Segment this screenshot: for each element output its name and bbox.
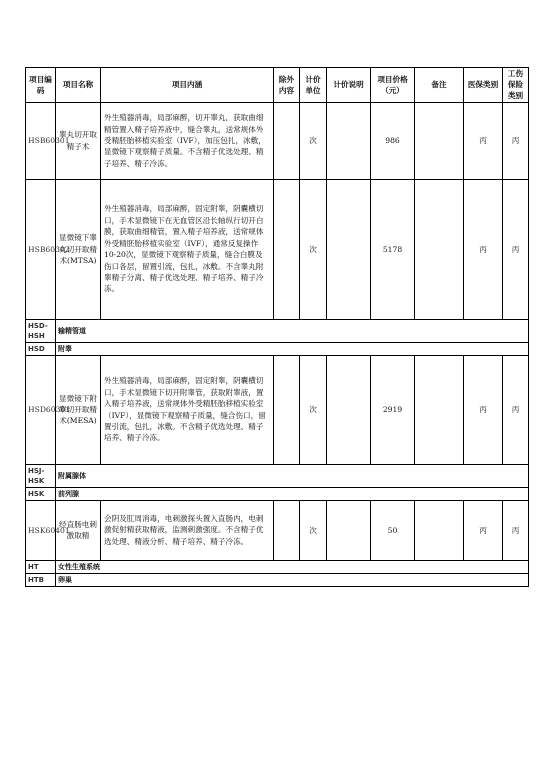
- item-content: 外生殖器消毒，局部麻醉，切开睾丸，获取曲细精管置入精子培养液中，缝合睾丸，送常规体外受精胚胎移植实验室（IVF），加压包扎，冰敷，显微镜下观察精子质量。不含精子优选处理、精子培养、精子冷冻。: [101, 102, 274, 179]
- item-name: 睾丸切开取精子术: [56, 102, 101, 179]
- item-unit: 次: [300, 179, 327, 319]
- item-unit: 次: [300, 355, 327, 464]
- category-code: HSJ-HSK: [26, 464, 56, 487]
- item-injury: 丙: [503, 102, 529, 179]
- item-price: 50: [371, 500, 415, 560]
- pricing-table: [25, 67, 529, 587]
- item-medical: 丙: [464, 355, 503, 464]
- item-pricing-note: [327, 355, 371, 464]
- header-price: 项目价格（元）: [371, 68, 415, 103]
- category-row: [26, 487, 529, 500]
- item-name: 显微镜下睾丸切开取精术(MTSA): [56, 179, 101, 319]
- item-excluded: [274, 500, 300, 560]
- item-injury: 丙: [503, 355, 529, 464]
- item-excluded: [274, 355, 300, 464]
- category-code: HSD: [26, 342, 56, 355]
- header-code: 项目编码: [26, 68, 56, 103]
- category-name: 输精管道: [56, 319, 529, 342]
- item-pricing-note: [327, 179, 371, 319]
- category-code: HSD-HSH: [26, 319, 56, 342]
- item-excluded: [274, 179, 300, 319]
- item-price: 5178: [371, 179, 415, 319]
- category-name: 前列腺: [56, 487, 529, 500]
- item-code: HSD60301: [26, 355, 56, 464]
- item-remark: [415, 500, 464, 560]
- item-remark: [415, 355, 464, 464]
- item-medical: 丙: [464, 179, 503, 319]
- item-name: 经直肠电刺激取精: [56, 500, 101, 560]
- header-content: 项目内涵: [101, 68, 274, 103]
- category-name: 卵巢: [56, 573, 529, 586]
- item-excluded: [274, 102, 300, 179]
- item-remark: [415, 179, 464, 319]
- header-medical: 医保类别: [464, 68, 503, 103]
- category-row: [26, 560, 529, 573]
- table-row: [26, 500, 529, 560]
- item-content: 外生殖器消毒，局部麻醉，固定附睾，阴囊横切口，手术显微镜下在无血管区沿长轴纵行切开白膜，获取曲细精管，置入精子培养液，送常规体外受精胚胎移植实验室（IVF），通常反复操作10-20次，显微镜下观察精子质量，缝合白膜及伤口各层，留置引流，包扎，冰敷。不含睾丸附睾精子分离、精子优选处理、精子培养、精子冷冻。: [101, 179, 274, 319]
- item-medical: 丙: [464, 500, 503, 560]
- item-medical: 丙: [464, 102, 503, 179]
- header-injury: 工伤保险类别: [503, 68, 529, 103]
- table-row: [26, 102, 529, 179]
- category-row: [26, 464, 529, 487]
- header-pricing-note: 计价说明: [327, 68, 371, 103]
- item-price: 2919: [371, 355, 415, 464]
- category-row: [26, 573, 529, 586]
- item-unit: 次: [300, 102, 327, 179]
- category-code: HT: [26, 560, 56, 573]
- item-price: 986: [371, 102, 415, 179]
- category-name: 附睾: [56, 342, 529, 355]
- item-name: 显微镜下附睾切开取精术(MESA): [56, 355, 101, 464]
- item-pricing-note: [327, 500, 371, 560]
- item-unit: 次: [300, 500, 327, 560]
- item-code: HSB60302: [26, 179, 56, 319]
- item-code: HSK60401: [26, 500, 56, 560]
- category-code: HTB: [26, 573, 56, 586]
- header-unit: 计价单位: [300, 68, 327, 103]
- header-name: 项目名称: [56, 68, 101, 103]
- header-excluded: 除外内容: [274, 68, 300, 103]
- category-row: [26, 319, 529, 342]
- category-code: HSK: [26, 487, 56, 500]
- table-row: [26, 355, 529, 464]
- category-row: [26, 342, 529, 355]
- category-name: 附属腺体: [56, 464, 529, 487]
- item-injury: 丙: [503, 179, 529, 319]
- category-name: 女性生殖系统: [56, 560, 529, 573]
- item-remark: [415, 102, 464, 179]
- item-pricing-note: [327, 102, 371, 179]
- item-injury: 丙: [503, 500, 529, 560]
- header-remark: 备注: [415, 68, 464, 103]
- item-content: 会阴及肛周消毒，电刺激探头置入直肠内，电刺激促射精获取精液，监测刺激强度。不含精子优选处理、精液分析、精子培养、精子冷冻。: [101, 500, 274, 560]
- item-content: 外生殖器消毒，局部麻醉，固定附睾，阴囊横切口，手术显微镜下切开附睾管，获取附睾液，置入精子培养液，送常规体外受精胚胎移植实验室（IVF），显微镜下观察精子质量，缝合伤口，留置引流，包扎，冰敷。不含精子优选处理、精子培养、精子冷冻。: [101, 355, 274, 464]
- table-header-row: [26, 68, 529, 103]
- item-code: HSB60301: [26, 102, 56, 179]
- table-row: [26, 179, 529, 319]
